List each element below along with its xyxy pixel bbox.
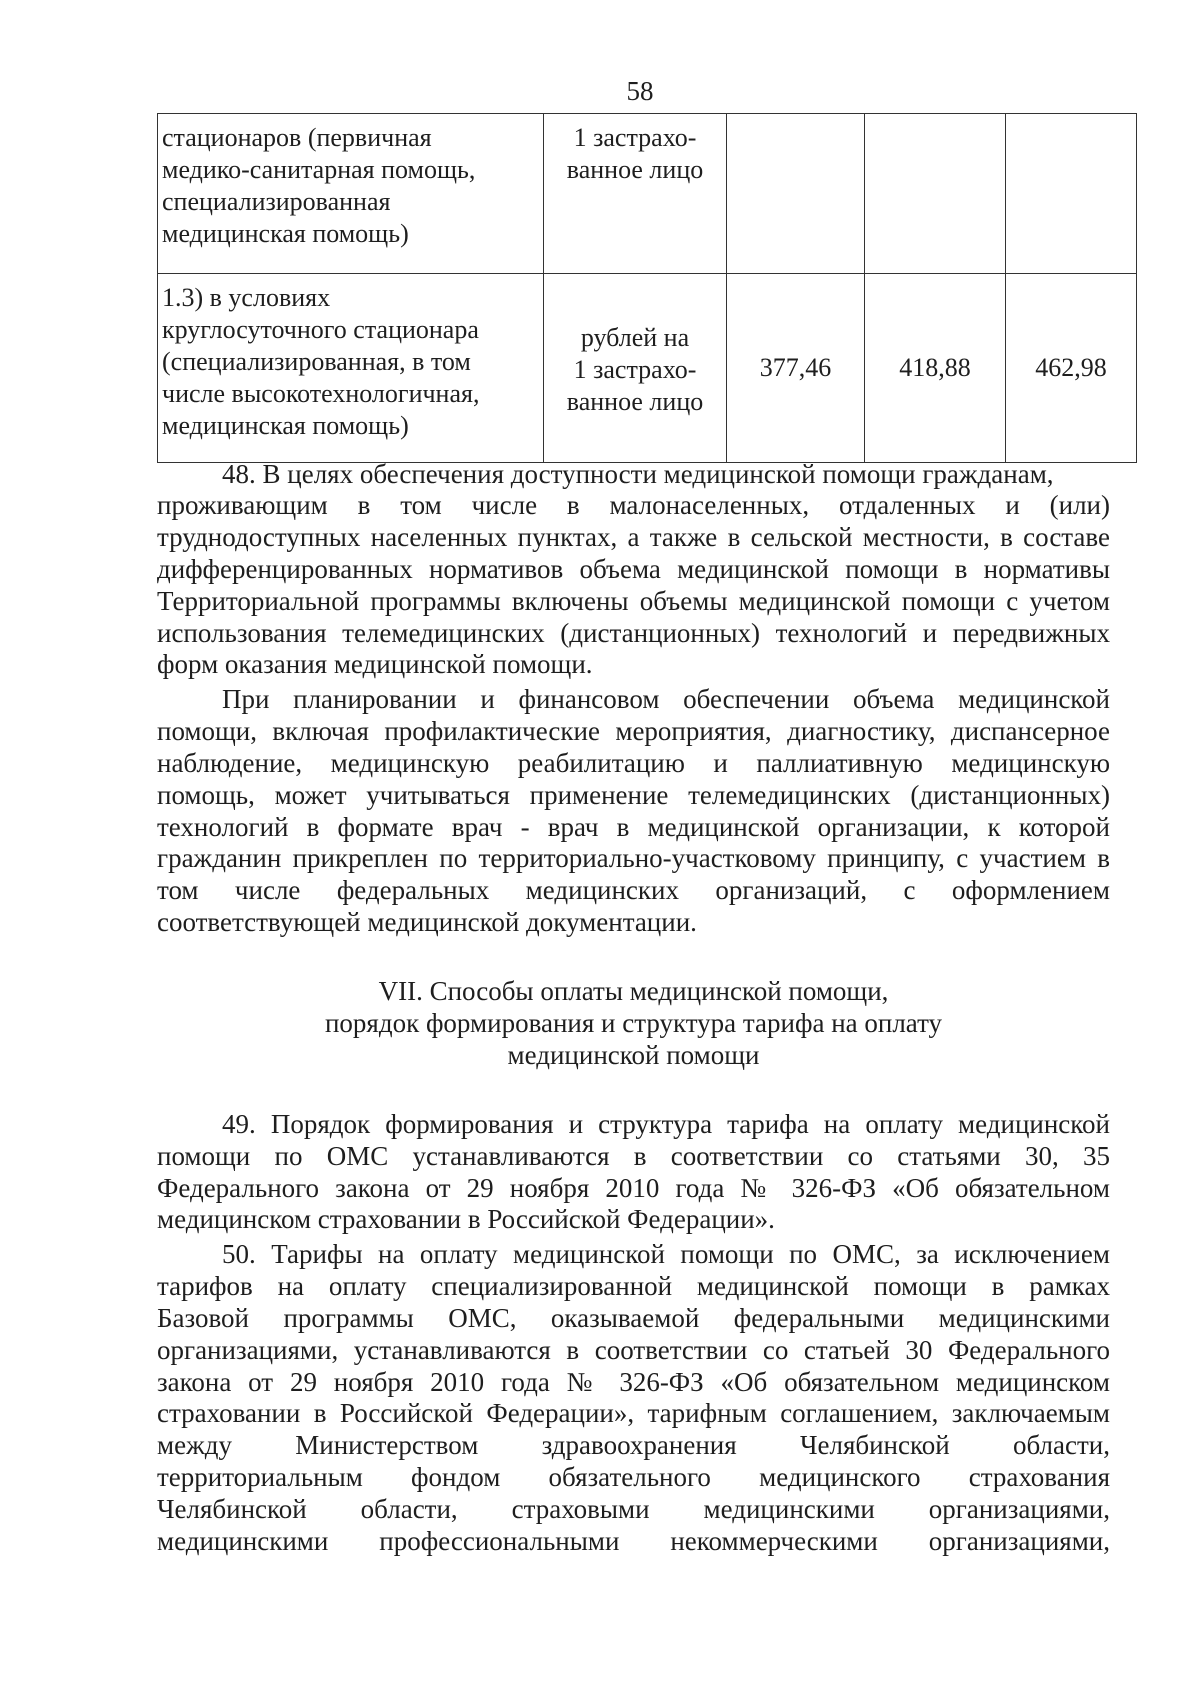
- paragraph-48-line: 48. В целях обеспечения доступности медицинской помощи гражданам,: [222, 459, 1054, 489]
- paragraph-planning-line: соответствующей медицинской документации.: [157, 907, 697, 937]
- paragraph-49-line: 49. Порядок формирования и структура тарифа на оплату медицинской: [222, 1109, 1110, 1139]
- table-cell-unit: [544, 274, 727, 463]
- table-cell-name: [158, 274, 544, 463]
- paragraph-planning-line: наблюдение, медицинскую реабилитацию и паллиативную медицинскую: [157, 748, 1110, 778]
- cell-line: числе высокотехнологичная,: [162, 379, 480, 408]
- paragraph-50-line: закона от 29 ноября 2010 года № 326-ФЗ «Об обязательном медицинском: [157, 1367, 1110, 1397]
- table-cell-value: [727, 114, 865, 274]
- cell-line: специализированная: [162, 187, 391, 216]
- paragraph-planning-line: При планировании и финансовом обеспечении объема медицинской: [222, 684, 1110, 714]
- paragraph-planning-line: помощи, включая профилактические мероприятия, диагностику, диспансерное: [157, 716, 1110, 746]
- cell-line: 1 застрахо-: [573, 355, 697, 384]
- cell-line: 1.3) в условиях: [162, 283, 331, 312]
- paragraph-50-line: Челябинской области, страховыми медицинскими организациями,: [157, 1494, 1110, 1524]
- paragraph-50-line: организациями, устанавливаются в соответствии со статьей 30 Федерального: [157, 1335, 1110, 1365]
- paragraph-50-line: 50. Тарифы на оплату медицинской помощи по ОМС, за исключением: [222, 1239, 1110, 1269]
- paragraph-50-line: тарифов на оплату специализированной медицинской помощи в рамках: [157, 1271, 1110, 1301]
- cell-line: медико-санитарная помощь,: [162, 155, 476, 184]
- paragraph-50-line: Базовой программы ОМС, оказываемой федеральными медицинскими: [157, 1303, 1110, 1333]
- table-cell-value: 462,98: [1006, 274, 1137, 463]
- paragraph-49-line: помощи по ОМС устанавливаются в соответствии со статьями 30, 35: [157, 1141, 1110, 1171]
- cell-line: рублей на: [580, 323, 690, 352]
- table-cell-value: 418,88: [865, 274, 1006, 463]
- paragraph-48-line: использования телемедицинских (дистанционных) технологий и передвижных: [157, 618, 1110, 648]
- norms-table: [157, 113, 1137, 463]
- paragraph-48-line: дифференцированных нормативов объема медицинской помощи в нормативы: [157, 554, 1110, 584]
- paragraph-planning-line: технологий в формате врач - врач в медицинской организации, к которой: [157, 812, 1110, 842]
- cell-line: 1 застрахо-: [573, 123, 697, 152]
- cell-line: медицинская помощь): [162, 219, 409, 248]
- table-cell-value: [1006, 114, 1137, 274]
- section-heading-line: медицинской помощи: [507, 1040, 760, 1070]
- cell-line: медицинская помощь): [162, 411, 409, 440]
- paragraph-planning-line: гражданин прикреплен по территориально-участковому принципу, с участием в: [157, 843, 1110, 873]
- table-row: [158, 274, 1137, 463]
- paragraph-50-line: территориальным фондом обязательного медицинского страхования: [157, 1462, 1110, 1492]
- table-cell-unit: [544, 114, 727, 274]
- table-cell-value: [865, 114, 1006, 274]
- paragraph-48-line: труднодоступных населенных пунктах, а также в сельской местности, в составе: [157, 522, 1110, 552]
- paragraph-49-line: медицинском страховании в Российской Федерации».: [157, 1204, 775, 1234]
- paragraph-48-line: Территориальной программы включены объемы медицинской помощи с учетом: [157, 586, 1110, 616]
- table-cell-name: [158, 114, 544, 274]
- section-heading-line: порядок формирования и структура тарифа на оплату: [324, 1008, 943, 1038]
- page-number: 58: [626, 76, 654, 106]
- section-heading-line: VII. Способы оплаты медицинской помощи,: [378, 976, 889, 1006]
- paragraph-48-line: форм оказания медицинской помощи.: [157, 649, 593, 679]
- paragraph-50-line: между Министерством здравоохранения Челябинской области,: [157, 1430, 1110, 1460]
- table-cell-value: 377,46: [727, 274, 865, 463]
- cell-line: ванное лицо: [566, 155, 704, 184]
- paragraph-50-line: страховании в Российской Федерации», тарифным соглашением, заключаемым: [157, 1398, 1110, 1428]
- paragraph-49-line: Федерального закона от 29 ноября 2010 года № 326-ФЗ «Об обязательном: [157, 1173, 1110, 1203]
- cell-line: (специализированная, в том: [162, 347, 471, 376]
- paragraph-planning-line: помощь, может учитываться применение телемедицинских (дистанционных): [157, 780, 1110, 810]
- paragraph-48-line: проживающим в том числе в малонаселенных, отдаленных и (или): [157, 490, 1110, 520]
- table-row: [158, 114, 1137, 274]
- paragraph-50-line: медицинскими профессиональными некоммерческими организациями,: [157, 1526, 1110, 1556]
- cell-line: стационаров (первичная: [162, 123, 432, 152]
- paragraph-planning-line: том числе федеральных медицинских организаций, с оформлением: [157, 875, 1110, 905]
- cell-line: круглосуточного стационара: [162, 315, 479, 344]
- cell-line: ванное лицо: [566, 387, 704, 416]
